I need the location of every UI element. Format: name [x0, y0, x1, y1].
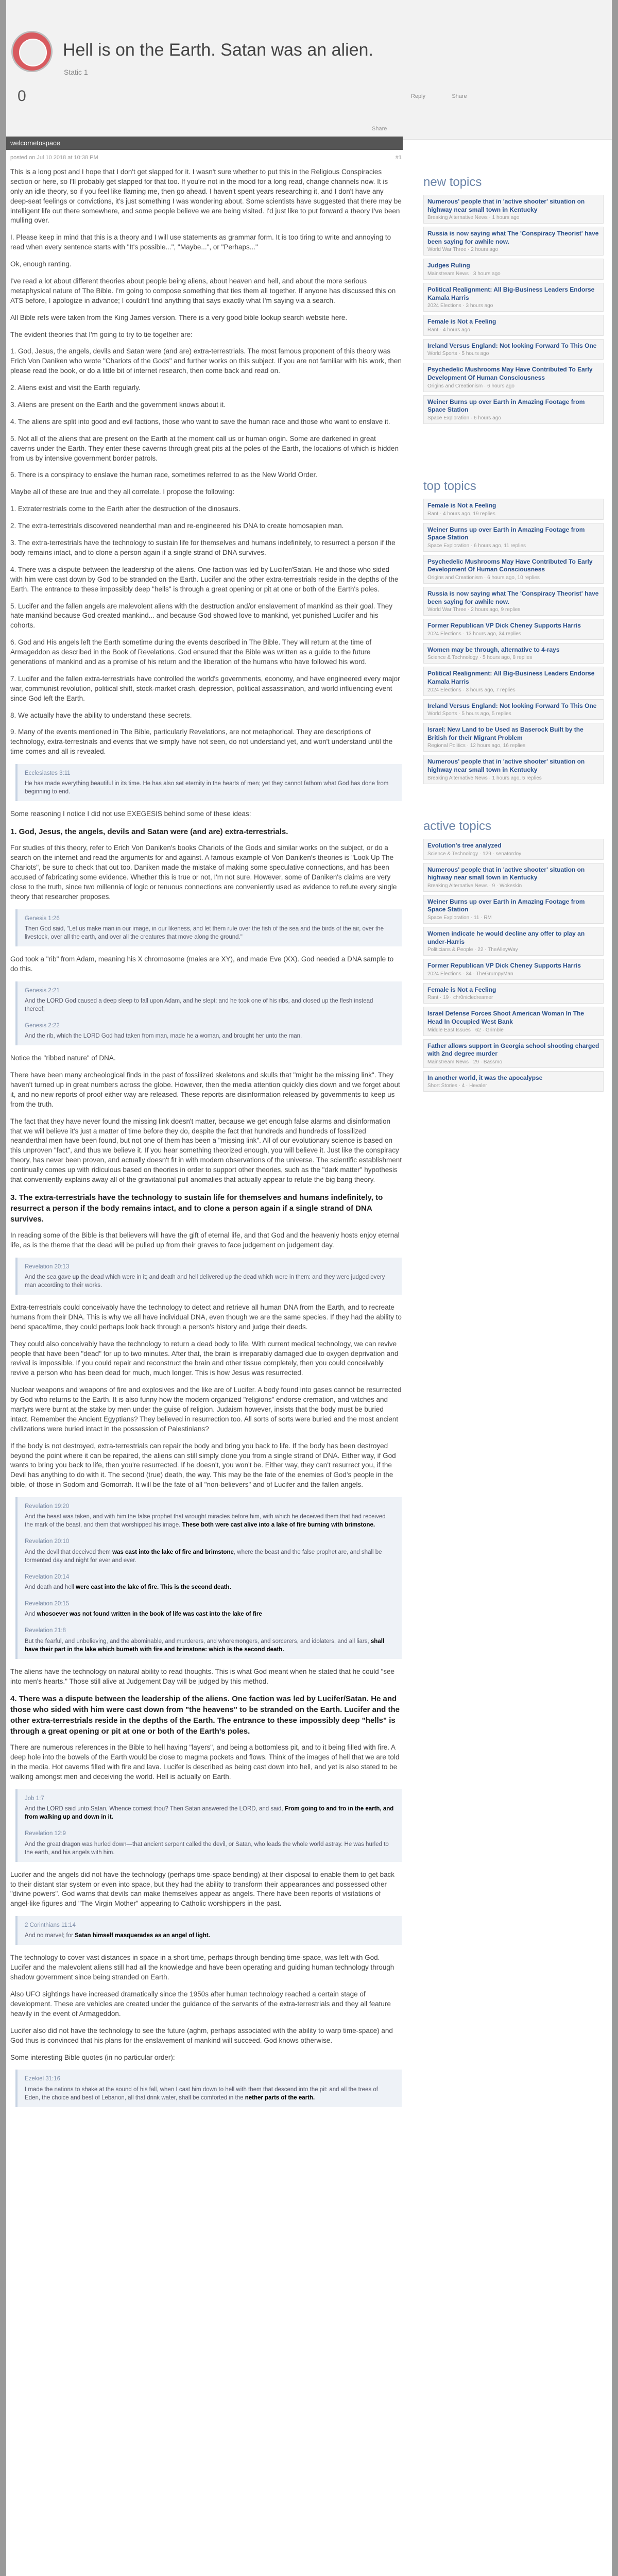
topic-item[interactable] [423, 983, 604, 1004]
quote-ref: Revelation 20:10 [25, 1538, 70, 1545]
top-topics-heading: top topics [423, 479, 476, 493]
active-topics-heading: active topics [423, 819, 492, 833]
paragraph: Also UFO sightings have increased dramatically since the 1950s after human technology reached a certain stage of development. These are vehicles are created under the guidance of the servants of the extra-terrestrials and they all feature heavily in the event of Armageddon. [10, 1990, 391, 2018]
page [6, 0, 612, 2576]
quote-ref: Revelation 19:20 [25, 1503, 70, 1510]
paragraph: In reading some of the Bible is that believers will have the gift of eternal life, and that God and the heavenly hosts enjoy eternal life, as is the theme that the dead will be pulled up from their graves to face judgement on judgement day. [10, 1231, 400, 1249]
paragraph: God took a "rib" from Adam, meaning his X chromosome (males are XY), and made Eve (XX). God needed a DNA sample to do this. [10, 955, 394, 973]
topic-meta: Space Exploration · 6 hours ago, 11 replies [427, 543, 526, 549]
bible-quote [15, 1916, 402, 1945]
topic-title[interactable]: Weiner Burns up over Earth in Amazing Footage from Space Station [427, 526, 585, 541]
paragraph: The fact that they have never found the missing link doesn't matter, because we get enough false alarms and disinformation that we will believe it's just a matter of time before they do, despite the fact that hundreds and hundreds of fossilized neanderthal men have been found, but not one of them has been a "missing link". All of our evolutionary science is based on this unproven "fact", and thus we believe it. If you hear something theorized enough, you will believe it. Just like the conspiracy theory, has never been proven, and actually doesn't fit in with modern observations of the universe. The scientific establishment continually comes up with ridiculous based on theories in order to support other theories, such as the "dark matter" hypothesis that conveniently explains away all of the gravitational pull anomalies that actually appear to refute the big bang theory. [10, 1117, 402, 1184]
topic-meta: Mainstream News · 29 · Bassmo [427, 1059, 503, 1065]
active-topics-section [423, 819, 604, 1095]
topic-meta: 2024 Elections · 3 hours ago [427, 303, 493, 309]
topic-item[interactable] [423, 1007, 604, 1036]
paragraph: Notice the "ribbed nature" of DNA. [10, 1054, 116, 1062]
topic-title[interactable]: Judges Ruling [427, 262, 470, 269]
paragraph: There have been many archeological finds in the past of fossilized skeletons and skulls that "might be the missing link". They haven't turned up in great numbers across the globe. However, then the media attention quickly dies down and we forget about it, and no new reports of proof either way are released. These reports are disinformation released by governments to keep us from the truth. [10, 1071, 400, 1108]
topic-title[interactable]: Ireland Versus England: Not looking Forward To This One [427, 342, 597, 349]
topic-item[interactable] [423, 723, 604, 752]
topic-item[interactable] [423, 863, 604, 892]
reply-stat[interactable] [403, 90, 434, 99]
topic-item[interactable] [423, 395, 604, 424]
topic-item[interactable] [423, 259, 604, 280]
paragraph: The evident theories that I'm going to try to tie together are: [10, 330, 193, 338]
quote-emphasis: These both were cast alive into a lake of fire burning with brimstone. [182, 1522, 375, 1529]
quote-ref: Revelation 21:8 [25, 1628, 66, 1634]
paragraph: 8. We actually have the ability to understand these secrets. [10, 711, 192, 719]
thread-header [6, 0, 612, 140]
paragraph: 6. There is a conspiracy to enslave the human race, sometimes referred to as the New World Order. [10, 471, 318, 479]
paragraph: Maybe all of these are true and they all correlate. I propose the following: [10, 488, 235, 496]
quote-emphasis: Satan himself masquerades as an angel of light. [75, 1933, 210, 1939]
topic-title[interactable]: Women indicate he would decline any offer to play an under-Harris [427, 929, 585, 945]
reply-label: Reply [410, 93, 426, 99]
post-number[interactable]: #1 [395, 155, 402, 161]
paragraph: 1. Extraterrestrials come to the Earth after the destruction of the dinosaurs. [10, 505, 241, 513]
topic-title[interactable]: Political Realignment: All Big-Business Leaders Endorse Kamala Harris [427, 670, 595, 685]
topic-meta: World Sports · 5 hours ago [427, 351, 489, 357]
topic-title[interactable]: Israel Defense Forces Shoot American Woman In The Head In Occupied West Bank [427, 1010, 585, 1025]
share-stat[interactable] [444, 90, 475, 99]
topic-item[interactable] [423, 895, 604, 924]
topic-item[interactable] [423, 315, 604, 336]
topic-title[interactable]: Psychedelic Mushrooms May Have Contributed To Early Development Of Human Consciousness [427, 557, 593, 573]
topic-item[interactable] [423, 227, 604, 256]
quote-ref: Revelation 20:13 [25, 1263, 70, 1270]
topic-meta: Science & Technology · 129 · senatordoy [427, 851, 522, 857]
bible-quote [15, 764, 402, 801]
paragraph: 5. Lucifer and the fallen angels are malevolent aliens with the destruction and/or enslavement of mankind as their goal. They hate mankind because God created mankind... and because God showed love to mankind, yet punished Lucifer and his cohorts. [10, 602, 392, 630]
topic-meta: Origins and Creationism · 6 hours ago, 10 replies [427, 574, 540, 581]
topic-item[interactable] [423, 699, 604, 720]
quote-text: And the LORD God caused a deep sleep to fall upon Adam, and he slept: and he took one of his ribs, and closed up the flesh instead thereof; [25, 997, 373, 1012]
quote-ref: Genesis 2:21 [25, 987, 60, 994]
quote-text: He has made everything beautiful in its time. He has also set eternity in the hearts of men; yet they cannot fathom what God has done from beginning to end. [25, 781, 389, 795]
topic-meta: Rant · 4 hours ago [427, 327, 470, 333]
topic-title[interactable]: Numerous' people that in 'active shooter' situation on highway near small town in Kentucky [427, 758, 585, 773]
quote-ref: Genesis 1:26 [25, 915, 60, 922]
topic-item[interactable] [423, 195, 604, 224]
paragraph: The aliens have the technology on natural ability to read thoughts. This is what God meant when he stated that he could "see into men's hearts." Those still alive at Judgement Day will be judged by this method. [10, 1667, 395, 1685]
paragraph: There are numerous references in the Bible to hell having "layers", and being a bottomless pit, and to it being filled with fire. A deep hole into the bowels of the Earth would be close to magma pockets and flows. Think of the images of hell that we are told in the media. Hot caverns filled with fire and lava. Lucifer is described as being cast down into hell, and yet is also stated to be walking amongst men and deceiving the world. Hell is actually on Earth. [10, 1743, 400, 1781]
quote-text: And death and hell [25, 1584, 74, 1590]
topic-item[interactable] [423, 587, 604, 616]
quote-emphasis: nether parts of the earth. [245, 2094, 315, 2101]
paragraph: 3. The extra-terrestrials have the technology to sustain life for themselves and humans indefinitely, to resurrect a person if the body remains intact, and to clone a person again if a single strand of DNA survives. [10, 539, 396, 556]
paragraph: Extra-terrestrials could conceivably have the technology to detect and retrieve all human DNA from the Earth, and to recreate humans from their DNA. This is why we all have individual DNA, even though we are the same species. If they had the ability to bend space/time, they could perhaps look back through a person's history and judge their deeds. [10, 1303, 402, 1331]
paragraph: 3. Aliens are present on the Earth and the government knows about it. [10, 401, 226, 409]
paragraph: I. Please keep in mind that this is a theory and I will use statements as grammar form. It is too tiring to write and annoying to read when every sentence starts with "It's possible...", "Maybe...", or "Perhaps..." [10, 233, 391, 251]
quote-emphasis: was cast into the lake of fire and brimstone [112, 1549, 234, 1555]
quote-text: And the beast was taken, and with him the false prophet that wrought miracles before him, with which he deceived them that had received the mark of the beast, and them that worshipped his image. [25, 1514, 386, 1529]
share-label: Share [452, 93, 467, 99]
paragraph: This is a long post and I hope that I don't get slapped for it. I wasn't sure whether to put this in the Religious Conspiracies section or here, so I'll probably get slapped for that too. If you're not in the mood for a long read, change channels now. It is only an idle theory, so if you feel like flaming me, then go ahead. I haven't spent years researching it, and I don't have any deep-seat feelings or convictions, it's just something I was wondering about. Some scientists have suggested that there may be intelligent life out there somewhere, and some people believe we are being visited. I'd just like to put forward a theory I've been mulling over. [10, 168, 402, 225]
quote-text: Then God said, "Let us make man in our image, in our likeness, and let them rule over the fish of the sea and the birds of the air, over the livestock, over all the earth, and over all the creatures that move along the ground." [25, 925, 384, 940]
quote-text: And the sea gave up the dead which were in it; and death and hell delivered up the dead which were in them: and they were judged every man according to their works. [25, 1274, 385, 1289]
topic-title[interactable]: Evolution's tree analyzed [427, 842, 502, 849]
paragraph: 5. Not all of the aliens that are present on the Earth at the moment call us or human origin. Some are darkened in great caverns under the Earth. They enter these caverns through great pits at the poles of the Earth, the locations of which is hidden from us by intensive government border patrols. [10, 434, 399, 462]
paragraph: 1. God, Jesus, the angels, devils and Satan were (and are) extra-terrestrials. The most famous proponent of this theory was Erich Von Daniken who wrote "Chariots of the Gods" and further works on this subject. If you are not familiar with his work, then please read the book, or do a little bit of internet research, then come back and read on. [10, 347, 402, 375]
paragraph: All Bible refs were taken from the King James version. There is a very good bible lookup search website here. [10, 313, 348, 321]
topic-item[interactable] [423, 619, 604, 640]
paragraph: They could also conceivably have the technology to return a dead body to life. With current medical technology, we can revive people that have been "dead" for up to two minutes. After that, the brain is irreparably damaged due to oxygen deprivation and revival is impossible. If you could repair and reconstruct the brain and other tissue completely, then you could conceivably revive a person who has been dead for much, much longer. This is how Jesus was resurrected. [10, 1340, 399, 1377]
topic-meta: Space Exploration · 6 hours ago [427, 415, 501, 421]
topic-item[interactable] [423, 339, 604, 360]
paragraph: 4. The aliens are split into good and evil factions, those who want to save the human race and those who want to enslave it. [10, 417, 390, 426]
quote-emphasis: were cast into the lake of fire. This is the second death. [76, 1584, 231, 1590]
avatar-image [19, 39, 47, 66]
quote-ref: Revelation 12:9 [25, 1831, 66, 1837]
topic-item[interactable] [423, 523, 604, 552]
bible-quote [15, 1789, 402, 1862]
topic-item[interactable] [423, 499, 604, 520]
post-title: Hell is on the Earth. Satan was an alien. [63, 40, 373, 60]
new-topics-section [423, 175, 604, 427]
topic-meta: Rant · 4 hours ago, 19 replies [427, 511, 495, 517]
top-topics-section [423, 479, 604, 787]
paragraph: The technology to cover vast distances in space in a short time, perhaps through bending time-space, was left with God. Lucifer and the malevolent aliens still had all the knowledge and have been operating and guiding human technology through shadow government since being stranded on Earth. [10, 1954, 394, 1981]
topic-meta: 2024 Elections · 3 hours ago, 7 replies [427, 687, 516, 693]
paragraph: 2. Aliens exist and visit the Earth regularly. [10, 384, 141, 392]
paragraph: If the body is not destroyed, extra-terrestrials can repair the body and bring you back to life. If the body has been destroyed beyond the point where it can be repaired, the aliens can still simply clone you from a single strand of DNA. Either way, if God wants to bring you back to life, then you're resurrected. If he doesn't, you won't be. Either way, they can't resurrect you, if the Devil has anything to do with it. The second (true) death, the way. This may be the fate of the enemies of God's people in the bible, of those in Sodom and Gomorrah. It will be the fate of all "non-believers" and of Lucifer and the fallen angels. [10, 1442, 396, 1489]
paragraph: Lucifer and the angels did not have the technology (perhaps time-space bending) at their disposal to enable them to get back to their distant star system or even into space, but they had the ability to transform their appearances and possessed other "divine powers". God warns that devils can make themselves appear as angels. There have been reports of visitations of angel-like figures and "The Virgin Mother" appearing to Catholic worshippers in the past. [10, 1870, 394, 1908]
paragraph: Ok, enough ranting. [10, 260, 72, 268]
topic-title[interactable]: Female is Not a Feeling [427, 318, 496, 326]
topic-meta: Space Exploration · 11 · RM [427, 914, 492, 921]
topic-title[interactable]: Weiner Burns up over Earth in Amazing Footage from Space Station [427, 398, 585, 414]
vote-count: 0 [18, 88, 26, 105]
topic-title[interactable]: Numerous' people that in 'active shooter' situation on highway near small town in Kentucky [427, 198, 585, 213]
topic-meta: Rant · 19 · chr0nicledreamer [427, 995, 493, 1001]
topic-meta: Breaking Alternative News · 1 hours ago [427, 215, 520, 221]
post-meta [10, 155, 402, 161]
quote-ref: 2 Corinthians 11:14 [25, 1922, 76, 1929]
topic-meta: World War Three · 2 hours ago [427, 247, 499, 253]
topic-item[interactable] [423, 363, 604, 392]
topic-meta: Breaking Alternative News · 9 · Wokeskin [427, 883, 522, 889]
paragraph: Some interesting Bible quotes (in no particular order): [10, 2053, 175, 2061]
quote-text: , where the beast and the false prophet are, and shall be tormented day and night for ever and ever. [25, 1549, 382, 1564]
topic-item[interactable] [423, 283, 604, 312]
paragraph: Lucifer also did not have the technology to see the future (aghm, perhaps associated with the ability to warp time-space) and God thus is convinced that his plans for the enslavement of mankind will succeed. God knows otherwise. [10, 2026, 393, 2044]
bible-quote [15, 1258, 402, 1295]
topic-title[interactable]: Former Republican VP Dick Cheney Supports Harris [427, 962, 581, 970]
topic-title[interactable]: Russia is now saying what The 'Conspiracy Theorist' have been saying for awhile now. [427, 589, 599, 605]
quote-text: And the rib, which the LORD God had taken from man, made he a woman, and brought her unto the man. [25, 1033, 302, 1040]
post-date: posted on Jul 10 2018 at 10:38 PM [10, 155, 98, 161]
topic-title[interactable]: Psychedelic Mushrooms May Have Contributed To Early Development Of Human Consciousness [427, 366, 593, 381]
section-heading: 4. There was a dispute between the leadership of the aliens. One faction was led by Lucifer/Satan. He and those who sided with him were cast down from "the heavens" to be stranded on the Earth. Lucifer and the other extra-terrestrials reside in the depths of the Earth. The entrance to these impossibly deep "hells" is through a great opening or pit at one or both of the Earth's poles. [10, 1694, 400, 1736]
topic-meta: Breaking Alternative News · 1 hours ago, 5 replies [427, 775, 542, 781]
new-topics-heading: new topics [423, 175, 482, 189]
topic-item[interactable] [423, 643, 604, 664]
tag-bar[interactable]: welcometospace [6, 137, 403, 150]
topic-title[interactable]: Numerous' people that in 'active shooter' situation on highway near small town in Kentucky [427, 866, 585, 882]
bible-quote [15, 2070, 402, 2107]
topic-item[interactable] [423, 1039, 604, 1068]
paragraph: 9. Many of the events mentioned in The Bible, particularly Revelations, are not metaphorical. They are descriptions of technology, extra-terrestrials and events that we simply have not seen, do not understand yet, and won't understand until the time comes and all is revealed. [10, 728, 393, 756]
topic-title[interactable]: Weiner Burns up over Earth in Amazing Footage from Space Station [427, 897, 585, 913]
quote-ref: Revelation 20:14 [25, 1573, 70, 1580]
quote-emphasis: whosoever was not found written in the book of life was cast into the lake of fire [37, 1611, 262, 1618]
topic-meta: Politicians & People · 22 · TheAlleyWay [427, 947, 518, 953]
quote-text: And the great dragon was hurled down—that ancient serpent called the devil, or Satan, who leads the whole world astray. He was hurled to the earth, and his angels with him. [25, 1841, 389, 1856]
topic-item[interactable] [423, 839, 604, 860]
topic-meta: World Sports · 5 hours ago, 5 replies [427, 711, 511, 717]
topic-meta: 2024 Elections · 13 hours ago, 34 replies [427, 631, 521, 637]
quote-text: And [25, 1611, 36, 1618]
topic-title[interactable]: Father allows support in Georgia school shooting charged with 2nd degree murder [427, 1042, 599, 1058]
paragraph: Nuclear weapons and weapons of fire and explosives and the like are of Lucifer. A body found into gases cannot be resurrected by God who returns to the Earth. It is also funny how the modern organized "religions" endorse cremation, and witches and martyrs were burnt at the stake by men under the guise of religion. Judaism however, insists that the body must be buried intact. Remember the Ancient Egyptians? They believed in resurrection too. All sorts of sorts were buried and the most ancient civilizations were buried intact in the possession of Palestinians? [10, 1386, 402, 1433]
post-body [10, 167, 402, 2115]
paragraph: For studies of this theory, refer to Erich Von Daniken's books Chariots of the Gods and similar works on the subject, or do a search on the internet and read the arguments for and against. A famous example of Von Daniken's theories is "Look Up The Chariots", be sure to check that out too. Daniken made the mistake of making some speculative connections, and has been accused of fabricating some evidence. Whether this is true or not, I'm not sure. However, some of Daniken's claims are very close to the truth, since two millennia of logic or tenuous connections are conveniently used as evidence to refute every single theory that researcher proposes. [10, 844, 397, 901]
topic-item[interactable] [423, 1071, 604, 1092]
paragraph: 7. Lucifer and the fallen extra-terrestrials have controlled the world's governments, economy, and have engineered every major war, communist revolution, political shift, stock-market crash, depression, political assassination, and world influencing event since God left the Earth. [10, 674, 400, 702]
topic-meta: Short Stories · 4 · Hevaler [427, 1083, 487, 1089]
quote-ref: Genesis 2:22 [25, 1023, 60, 1029]
quote-text: And no marvel; for [25, 1933, 73, 1939]
paragraph: 4. There was a dispute between the leadership of the aliens. One faction was led by Lucifer/Satan. He and those who sided with him were cast down by God to be stranded on the Earth. Lucifer and the other extra-terrestrials reside in the depths of the Earth. The entrance to these impossibly deep "hells" is through a great opening or pit at one or both of the Earth's poles. [10, 565, 399, 593]
topic-item[interactable] [423, 959, 604, 980]
quote-ref: Revelation 20:15 [25, 1601, 70, 1607]
topic-title[interactable]: Israel: New Land to be Used as Baserock Built by the British for their Migrant Problem [427, 726, 583, 741]
topic-meta: 2024 Elections · 34 · TheGrumpyMan [427, 971, 513, 977]
section-heading: 3. The extra-terrestrials have the technology to sustain life for themselves and humans indefinitely, to resurrect a person if the body remains intact, and to clone a person again if a single strand of DNA survives. [10, 1193, 383, 1224]
topic-title[interactable]: Ireland Versus England: Not looking Forward To This One [427, 702, 597, 709]
topic-title[interactable]: In another world, it was the apocalypse [427, 1074, 543, 1081]
share-button[interactable]: Share [372, 126, 387, 132]
topic-item[interactable] [423, 555, 604, 584]
topic-meta: Origins and Creationism · 6 hours ago [427, 383, 514, 389]
quote-ref: Job 1:7 [25, 1795, 44, 1802]
paragraph: 6. God and His angels left the Earth sometime during the events described in The Bible. They will return at the time of Armageddon as described in the Book of Revelations. God ensured that the Bible was written as a guide to the future generations of mankind and as a promise of his return and the liberation of the humans who have followed his word. [10, 638, 372, 666]
topic-title[interactable]: Political Realignment: All Big-Business Leaders Endorse Kamala Harris [427, 285, 595, 301]
topic-title[interactable]: Female is Not a Feeling [427, 502, 496, 509]
topic-title[interactable]: Women may be through, alternative to 4-rays [427, 646, 560, 653]
quote-emphasis: shall have their part in the lake which burneth with fire and brimstone: which is the second death. [25, 1638, 385, 1653]
topic-item[interactable] [423, 927, 604, 956]
quote-text: I made the nations to shake at the sound of his fall, when I cast him down to hell with them that descend into the pit: and all the trees of Eden, the choice and best of Lebanon, all that drink water, shall be comforted in the [25, 2086, 378, 2101]
quote-ref: Ecclesiastes 3:11 [25, 770, 71, 777]
quote-ref: Ezekiel 31:16 [25, 2076, 61, 2082]
topic-meta: Science & Technology · 5 hours ago, 8 replies [427, 655, 533, 661]
topic-title[interactable]: Female is Not a Feeling [427, 986, 496, 993]
post-subtitle: Static 1 [64, 68, 88, 76]
topic-meta: World War Three · 2 hours ago, 9 replies [427, 607, 521, 613]
topic-item[interactable] [423, 755, 604, 784]
quote-text: And the LORD said unto Satan, Whence comest thou? Then Satan answered the LORD, and said, [25, 1806, 283, 1812]
paragraph: I've read a lot about different theories about people being aliens, about heaven and hell, and about the more serious metaphysical nature of The Bible. I'm going to compose something that ties them all together. If anyone has discussed this on ATS before, I apologize in advance; I couldn't find anything that says exactly what I'm saying via a search. [10, 277, 396, 304]
topic-meta: Middle East Issues · 62 · Grimble [427, 1027, 504, 1033]
paragraph: Some reasoning I notice I did not use EXEGESIS behind some of these ideas: [10, 810, 251, 818]
quote-emphasis: From going to and fro in the earth, and from walking up and down in it. [25, 1806, 394, 1821]
topic-meta: Regional Politics · 12 hours ago, 16 replies [427, 743, 526, 749]
bible-quote [15, 909, 402, 946]
bible-quote [15, 981, 402, 1046]
section-heading: 1. God, Jesus, the angels, devils and Satan were (and are) extra-terrestrials. [10, 827, 288, 837]
quote-text: And the devil that deceived them [25, 1549, 111, 1555]
topic-meta: Mainstream News · 3 hours ago [427, 270, 501, 277]
bible-quote [15, 1497, 402, 1659]
avatar[interactable] [11, 31, 53, 72]
topic-title[interactable]: Former Republican VP Dick Cheney Supports Harris [427, 622, 581, 630]
paragraph: 2. The extra-terrestrials discovered neanderthal man and re-engineered his DNA to create homosapien man. [10, 522, 344, 530]
topic-item[interactable] [423, 667, 604, 696]
topic-title[interactable]: Russia is now saying what The 'Conspiracy Theorist' have been saying for awhile now. [427, 230, 599, 245]
quote-text: But the fearful, and unbelieving, and the abominable, and murderers, and whoremongers, and sorcerers, and idolaters, and all liars, [25, 1638, 369, 1645]
